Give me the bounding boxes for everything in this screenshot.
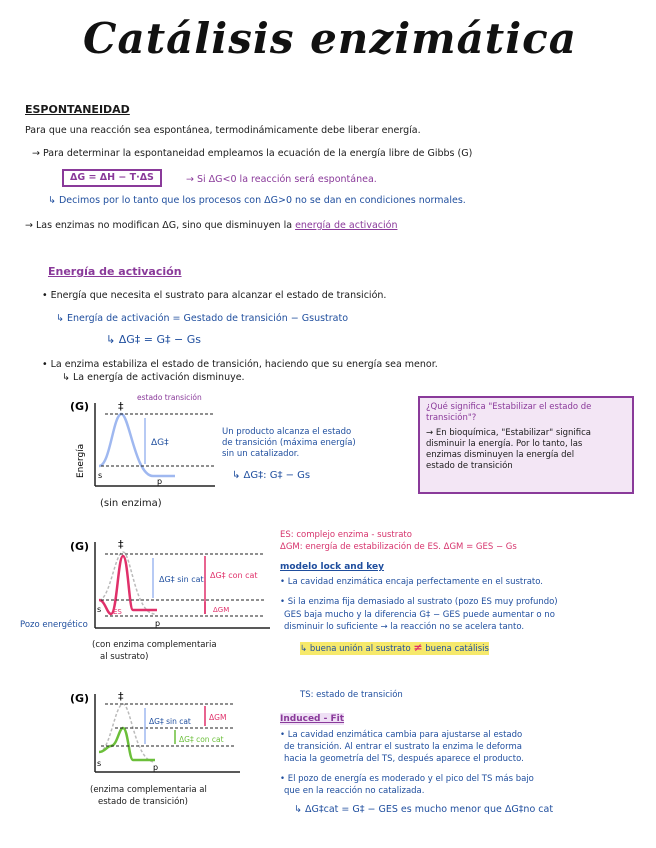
g3-s: s <box>97 759 102 768</box>
activation-line2: ↳ Energía de activación = Gestado de transición − Gsustrato <box>56 313 349 324</box>
note-body2: disminuir la energía. Por lo tanto, las <box>426 439 583 449</box>
if-line3: hacia la geometría del TS, después aparece el producto. <box>284 754 524 764</box>
g3-dagger: ‡ <box>118 690 124 703</box>
note-body4: estado de transición <box>426 461 513 471</box>
g2-caption2: al sustrato) <box>100 652 149 662</box>
heading-activation: Energía de activación <box>48 265 182 278</box>
g3-dgm: ΔGM <box>209 713 227 722</box>
note-box <box>418 396 634 494</box>
g2-g-label: (G) <box>70 540 90 553</box>
g2-pozo: Pozo energético <box>20 620 88 630</box>
lk-line4: disminuir lo suficiente → la reacción no se acelera tanto. <box>284 622 525 632</box>
if-heading: Induced - Fit <box>280 714 345 724</box>
activation-line3: ↳ ΔG‡ = G‡ − Gs <box>106 333 201 346</box>
g1-caption: (sin enzima) <box>100 498 162 509</box>
g3-caption2: estado de transición) <box>98 797 188 807</box>
g2-caption1: (con enzima complementaria <box>92 640 217 650</box>
g1-desc2: de transición (máxima energía) <box>222 438 356 448</box>
g2-uncat-curve <box>99 552 155 614</box>
g1-desc3: sin un catalizador. <box>222 449 300 459</box>
g2-dagger: ‡ <box>118 538 124 551</box>
if-ts-def: TS: estado de transición <box>300 690 403 700</box>
activation-line4: • La enzima estabiliza el estado de transición, haciendo que su energía sea menor. <box>42 359 438 370</box>
g3-g-label: (G) <box>70 692 90 705</box>
g1-p: p <box>157 477 163 486</box>
lk-es-def: ES: complejo enzima - sustrato <box>280 530 412 540</box>
note-body3: enzimas disminuyen la energía del <box>426 450 575 460</box>
gibbs-formula-box: ΔG = ΔH − T·ΔS <box>62 169 162 187</box>
g3-dg-con: ΔG‡ con cat <box>179 735 224 744</box>
g1-dg: ΔG‡ <box>151 438 169 448</box>
lk-hl-b: buena catálisis <box>425 644 489 654</box>
if-line5: que en la reacción no catalizada. <box>284 786 425 796</box>
g2-p: p <box>155 619 161 628</box>
g2-es: ES <box>113 608 122 616</box>
g1-ts-label: estado transición <box>137 393 202 402</box>
lk-line3: GES baja mucho y la diferencia G‡ − GES puede aumentar o no <box>284 610 555 620</box>
g3-cat-curve <box>99 728 155 760</box>
g1-s: s <box>98 471 103 480</box>
activation-line1: • Energía que necesita el sustrato para alcanzar el estado de transición. <box>42 290 387 301</box>
g2-cat-curve <box>99 556 157 614</box>
g1-y-label: Energía <box>76 443 86 478</box>
graph-lock-key <box>65 532 285 642</box>
heading-spontaneity: ESPONTANEIDAD <box>25 103 130 116</box>
note-body1: → En bioquímica, "Estabilizar" significa <box>426 428 591 438</box>
spontaneity-line1: Para que una reacción sea espontánea, termodinámicamente debe liberar energía. <box>25 125 421 136</box>
lk-highlight <box>300 642 489 655</box>
spontaneity-line2: → Para determinar la espontaneidad empleamos la ecuación de la energía libre de Gibbs (G) <box>32 148 473 159</box>
if-line1: • La cavidad enzimática cambia para ajustarse al estado <box>280 730 523 740</box>
gibbs-formula-note: → Si ΔG<0 la reacción será espontánea. <box>186 174 377 185</box>
page-title: Catálisis enzimática <box>83 14 577 63</box>
lk-line1: • La cavidad enzimática encaja perfectamente en el sustrato. <box>280 577 544 587</box>
g1-dagger: ‡ <box>118 400 124 413</box>
g1-desc1: Un producto alcanza el estado <box>222 427 352 437</box>
g2-dg-sin: ΔG‡ sin cat <box>159 575 204 584</box>
if-line6: ↳ ΔG‡cat = G‡ − GES es mucho menor que ΔG‡no cat <box>294 804 554 815</box>
g2-s: s <box>97 605 102 614</box>
lk-hl-a: ↳ buena unión al sustrato <box>300 644 411 654</box>
if-line4: • El pozo de energía es moderado y el pico del TS más bajo <box>280 774 534 784</box>
spontaneity-line4-b: energía de activación <box>295 220 398 231</box>
if-line2: de transición. Al entrar el sustrato la enzima le deforma <box>284 742 522 752</box>
graph-uncatalyzed <box>65 388 225 498</box>
activation-line5: ↳ La energía de activación disminuye. <box>62 372 245 383</box>
g3-caption1: (enzima complementaria al <box>90 785 207 795</box>
spontaneity-line4-a: → Las enzimas no modifican ΔG, sino que disminuyen la <box>25 220 296 231</box>
g1-desc4: ↳ ΔG‡: G‡ − Gs <box>232 470 311 481</box>
lk-heading: modelo lock and key <box>280 562 385 572</box>
g3-dg-sin: ΔG‡ sin cat <box>149 717 191 726</box>
spontaneity-line3: ↳ Decimos por lo tanto que los procesos con ΔG>0 no se dan en condiciones normales. <box>48 195 466 206</box>
g1-g-label: (G) <box>70 400 90 413</box>
g2-dgm: ΔGM <box>213 606 230 614</box>
g2-dg-con: ΔG‡ con cat <box>210 571 258 580</box>
note-title: ¿Qué significa "Estabilizar el estado de transición"? <box>426 402 592 423</box>
lk-line2: • Si la enzima fija demasiado al sustrato (pozo ES muy profundo) <box>280 597 558 607</box>
g3-p: p <box>153 763 159 772</box>
spontaneity-line4 <box>25 220 397 232</box>
lk-dgm-def: ΔGM: energía de estabilización de ES. ΔGM = GES − Gs <box>280 542 517 552</box>
graph-induced-fit <box>65 684 275 784</box>
lk-hl-neq: ≠ <box>413 641 423 654</box>
